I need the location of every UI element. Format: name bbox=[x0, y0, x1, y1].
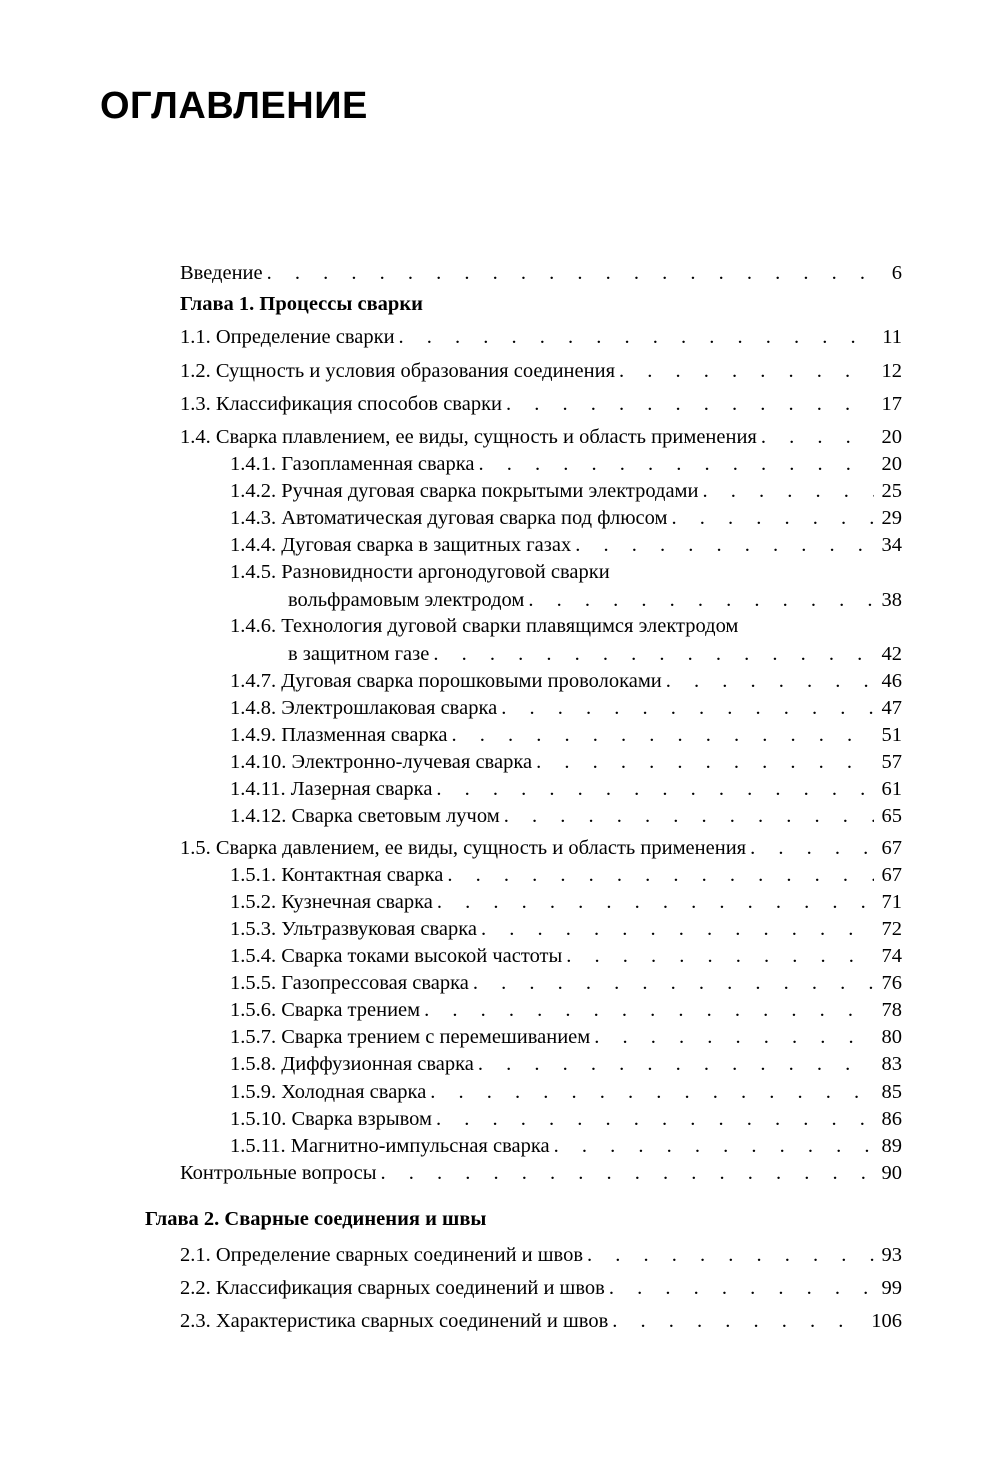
toc-entry-text: 1.5.11. Магнитно-импульсная сварка bbox=[230, 1135, 550, 1157]
toc-entry-1-3[interactable] bbox=[180, 389, 902, 416]
toc-entry-text: 1.5.5. Газопрессовая сварка bbox=[230, 972, 469, 994]
toc-entry-text: 1.5.9. Холодная сварка bbox=[230, 1081, 427, 1103]
toc-entry-1-5-10[interactable] bbox=[230, 1104, 902, 1131]
toc-page-number: 38 bbox=[881, 589, 902, 611]
toc-entry-1-5[interactable] bbox=[180, 833, 902, 860]
toc-entry-1-5-9[interactable] bbox=[230, 1077, 902, 1104]
toc-page-number: 85 bbox=[881, 1081, 902, 1103]
toc-entry-text: 1.4.1. Газопламенная сварка bbox=[230, 453, 475, 475]
leader-dots bbox=[481, 917, 874, 941]
toc-entry-text: Контрольные вопросы bbox=[180, 1162, 377, 1184]
toc-entry-1-4-1[interactable] bbox=[230, 449, 902, 476]
toc-entry-1-4-11[interactable] bbox=[230, 774, 902, 801]
leader-dots bbox=[451, 723, 873, 747]
leader-dots bbox=[430, 1080, 873, 1104]
toc-entry-text: 1.5.4. Сварка токами высокой частоты bbox=[230, 945, 563, 967]
leader-dots bbox=[750, 836, 873, 860]
toc-entry-1-4-3[interactable] bbox=[230, 503, 902, 530]
toc-entry-text: 1.4.4. Дуговая сварка в защитных газах bbox=[230, 534, 572, 556]
toc-entry-text: Введение bbox=[180, 262, 263, 284]
leader-dots bbox=[536, 750, 873, 774]
toc-page-number: 72 bbox=[881, 918, 902, 940]
toc-entry-text: 1.4.10. Электронно-лучевая сварка bbox=[230, 751, 533, 773]
toc-page-number: 83 bbox=[881, 1053, 902, 1075]
toc-entry-1-5-3[interactable] bbox=[230, 914, 902, 941]
toc-entry-text: 1.5.2. Кузнечная сварка bbox=[230, 891, 433, 913]
chapter-2-title[interactable]: Глава 2. Сварные соединения и швы bbox=[145, 1208, 487, 1230]
toc-entry-text: 2.3. Характеристика сварных соединений и швов bbox=[180, 1310, 609, 1332]
toc-entry-text: 1.4. Сварка плавлением, ее виды, сущность и область применения bbox=[180, 426, 757, 448]
toc-page-number: 29 bbox=[881, 507, 902, 529]
toc-page-number: 71 bbox=[881, 891, 902, 913]
leader-dots bbox=[619, 359, 874, 383]
toc-page-number: 42 bbox=[881, 643, 902, 665]
toc-entry-intro[interactable] bbox=[180, 258, 902, 285]
toc-entry-2-1[interactable] bbox=[180, 1240, 902, 1267]
toc-entry-text: 1.4.8. Электрошлаковая сварка bbox=[230, 697, 498, 719]
toc-entry-text: 1.5.7. Сварка трением с перемешиванием bbox=[230, 1026, 591, 1048]
toc-page-number: 12 bbox=[881, 360, 902, 382]
toc-page-number: 25 bbox=[881, 480, 902, 502]
toc-page-number: 99 bbox=[881, 1277, 902, 1299]
toc-entry-text: 1.5.8. Диффузионная сварка bbox=[230, 1053, 474, 1075]
toc-page-number: 46 bbox=[881, 670, 902, 692]
leader-dots bbox=[612, 1309, 863, 1333]
toc-page-number: 51 bbox=[881, 724, 902, 746]
toc-entry-text: 1.4.9. Плазменная сварка bbox=[230, 724, 448, 746]
toc-page-number: 106 bbox=[871, 1310, 902, 1332]
toc-entry-1-5-8[interactable] bbox=[230, 1049, 902, 1076]
leader-dots bbox=[501, 696, 873, 720]
page-title: ОГЛАВЛЕНИЕ bbox=[100, 85, 368, 127]
toc-entry-text: 1.5. Сварка давлением, ее виды, сущность и область применения bbox=[180, 837, 747, 859]
toc-page-number: 47 bbox=[881, 697, 902, 719]
toc-entry-questions[interactable] bbox=[180, 1158, 902, 1185]
toc-page-number: 65 bbox=[881, 805, 902, 827]
leader-dots bbox=[609, 1276, 874, 1300]
toc-entry-1-4-5-line1[interactable]: 1.4.5. Разновидности аргонодуговой сварки bbox=[230, 561, 610, 583]
leader-dots bbox=[504, 804, 874, 828]
toc-page-number: 34 bbox=[881, 534, 902, 556]
toc-page-number: 61 bbox=[881, 778, 902, 800]
leader-dots bbox=[528, 588, 873, 612]
leader-dots bbox=[566, 944, 873, 968]
leader-dots bbox=[433, 642, 873, 666]
toc-entry-text: вольфрамовым электродом bbox=[288, 589, 525, 611]
toc-page-number: 93 bbox=[881, 1244, 902, 1266]
toc-page-number: 17 bbox=[881, 393, 902, 415]
toc-entry-1-5-6[interactable] bbox=[230, 995, 902, 1022]
toc-page-number: 76 bbox=[881, 972, 902, 994]
leader-dots bbox=[554, 1134, 874, 1158]
toc-entry-1-5-2[interactable] bbox=[230, 887, 902, 914]
toc-entry-text: 1.2. Сущность и условия образования соединения bbox=[180, 360, 615, 382]
toc-entry-text: 1.3. Классификация способов сварки bbox=[180, 393, 502, 415]
toc-entry-text: 1.4.3. Автоматическая дуговая сварка под флюсом bbox=[230, 507, 668, 529]
toc-entry-1-4-8[interactable] bbox=[230, 693, 902, 720]
toc-entry-text: 1.1. Определение сварки bbox=[180, 326, 395, 348]
leader-dots bbox=[381, 1161, 874, 1185]
toc-entry-1-4-4[interactable] bbox=[230, 530, 902, 557]
toc-entry-1-1[interactable] bbox=[180, 322, 902, 349]
leader-dots bbox=[594, 1025, 873, 1049]
toc-entry-text: 1.4.11. Лазерная сварка bbox=[230, 778, 433, 800]
toc-entry-1-4-2[interactable] bbox=[230, 476, 902, 503]
toc-entry-1-5-4[interactable] bbox=[230, 941, 902, 968]
leader-dots bbox=[478, 1052, 874, 1076]
leader-dots bbox=[575, 533, 873, 557]
toc-page-number: 6 bbox=[891, 262, 902, 284]
toc-page-number: 86 bbox=[881, 1108, 902, 1130]
toc-entry-1-4-5[interactable] bbox=[288, 585, 902, 612]
toc-entry-text: 2.2. Классификация сварных соединений и швов bbox=[180, 1277, 605, 1299]
toc-entry-text: 1.5.3. Ультразвуковая сварка bbox=[230, 918, 477, 940]
toc-page-number: 89 bbox=[881, 1135, 902, 1157]
toc-entry-1-4[interactable] bbox=[180, 422, 902, 449]
leader-dots bbox=[587, 1243, 873, 1267]
toc-entry-1-4-12[interactable] bbox=[230, 801, 902, 828]
toc-page-number: 74 bbox=[881, 945, 902, 967]
toc-entry-text: 1.4.7. Дуговая сварка порошковыми проволоками bbox=[230, 670, 662, 692]
chapter-1-title[interactable]: Глава 1. Процессы сварки bbox=[180, 293, 423, 315]
toc-page-number: 20 bbox=[881, 453, 902, 475]
leader-dots bbox=[436, 777, 873, 801]
toc-entry-text: 1.5.6. Сварка трением bbox=[230, 999, 421, 1021]
leader-dots bbox=[447, 863, 873, 887]
toc-entry-1-4-6[interactable] bbox=[288, 639, 902, 666]
leader-dots bbox=[666, 669, 874, 693]
leader-dots bbox=[473, 971, 874, 995]
toc-entry-1-4-10[interactable] bbox=[230, 747, 902, 774]
toc-page-number: 80 bbox=[881, 1026, 902, 1048]
toc-page-number: 57 bbox=[881, 751, 902, 773]
toc-page-number: 11 bbox=[882, 326, 902, 348]
toc-page-number: 78 bbox=[881, 999, 902, 1021]
leader-dots bbox=[479, 452, 874, 476]
leader-dots bbox=[436, 1107, 874, 1131]
toc-entry-1-5-11[interactable] bbox=[230, 1131, 902, 1158]
toc-page-number: 90 bbox=[881, 1162, 902, 1184]
toc-entry-1-4-6-line1[interactable]: 1.4.6. Технология дуговой сварки плавящимся электродом bbox=[230, 615, 739, 637]
leader-dots bbox=[703, 479, 874, 503]
toc-page-number: 20 bbox=[881, 426, 902, 448]
toc-entry-1-5-5[interactable] bbox=[230, 968, 902, 995]
toc-entry-1-4-9[interactable] bbox=[230, 720, 902, 747]
leader-dots bbox=[399, 325, 875, 349]
leader-dots bbox=[761, 425, 874, 449]
leader-dots bbox=[671, 506, 873, 530]
leader-dots bbox=[267, 261, 884, 285]
toc-entry-1-5-7[interactable] bbox=[230, 1022, 902, 1049]
leader-dots bbox=[506, 392, 874, 416]
toc-page-number: 67 bbox=[881, 864, 902, 886]
toc-entry-text: 1.5.1. Контактная сварка bbox=[230, 864, 444, 886]
toc-entry-1-4-7[interactable] bbox=[230, 666, 902, 693]
toc-entry-text: 2.1. Определение сварных соединений и швов bbox=[180, 1244, 584, 1266]
toc-entry-text: 1.5.10. Сварка взрывом bbox=[230, 1108, 432, 1130]
toc-entry-2-2[interactable] bbox=[180, 1273, 902, 1300]
toc-entry-1-5-1[interactable] bbox=[230, 860, 902, 887]
leader-dots bbox=[424, 998, 873, 1022]
toc-page-number: 67 bbox=[881, 837, 902, 859]
toc-entry-text: 1.4.12. Сварка световым лучом bbox=[230, 805, 500, 827]
toc-entry-1-2[interactable] bbox=[180, 356, 902, 383]
leader-dots bbox=[437, 890, 874, 914]
toc-entry-text: 1.4.2. Ручная дуговая сварка покрытыми электродами bbox=[230, 480, 699, 502]
toc-entry-text: в защитном газе bbox=[288, 643, 430, 665]
toc-entry-2-3[interactable] bbox=[180, 1306, 902, 1333]
